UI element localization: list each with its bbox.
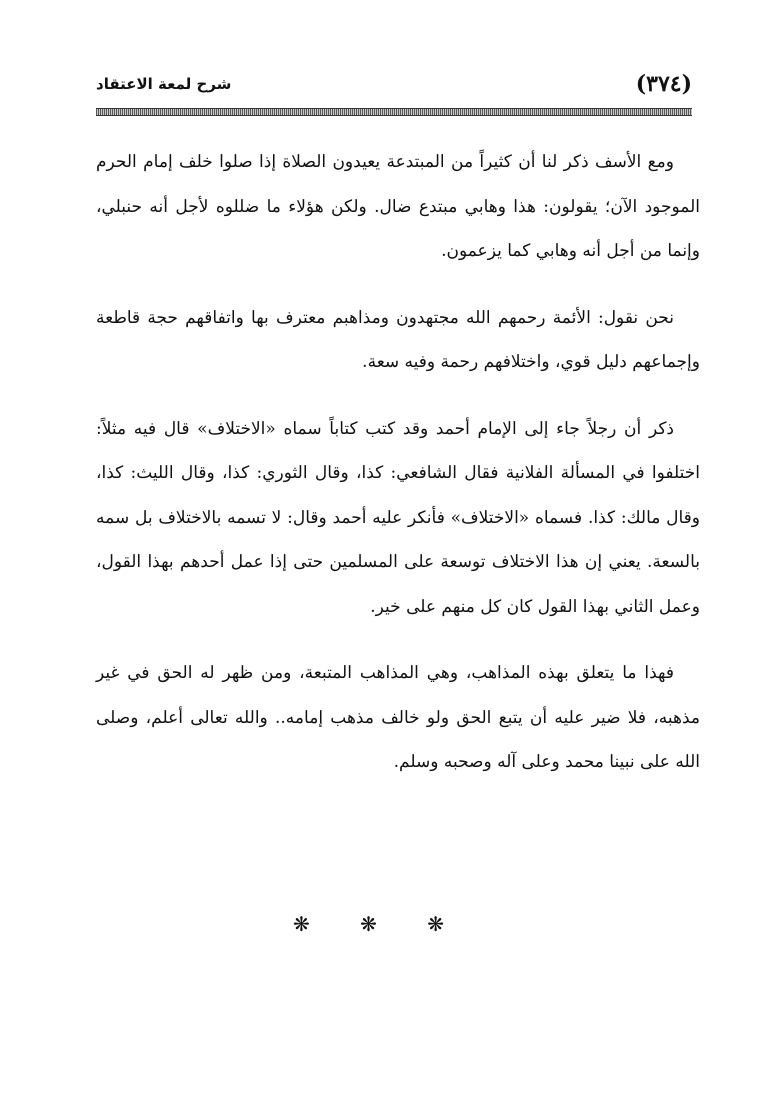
running-title: شرح لمعة الاعتقاد — [96, 75, 232, 93]
paragraph-2: نحن نقول: الأئمة رحمهم الله مجتهدون ومذاهبم معترف بها واتفاقهم حجة قاطعة وإجماعهم دليل قوي، واختلافهم رحمة وفيه سعة. — [96, 307, 700, 372]
paragraph-1: ومع الأسف ذكر لنا أن كثيراً من المبتدعة يعيدون الصلاة إذا صلوا خلف إمام الحرم الموجود الآن؛ يقولون: هذا وهابي مبتدع ضال. ولكن هؤلاء ما ضللوه لأجل أنه حنبلي، وإنما من أجل أنه وهابي كما يزعمون. — [96, 152, 700, 261]
page-number: (٣٧٤) — [635, 71, 692, 97]
body-text — [96, 140, 700, 807]
header-rule — [96, 108, 692, 116]
paragraph-3: ذكر أن رجلاً جاء إلى الإمام أحمد وقد كتب كتاباً سماه «الاختلاف» قال فيه مثلاً: اختلفوا في المسألة الفلانية فقال الشافعي: كذا، وقال الثوري: كذا، وقال الليث: كذا، وقال مالك: كذا. فسماه «الاختلاف» فأنكر عليه أحمد وقال: لا تسمه بالاختلاف بل سمه بالسعة. يعني إن هذا الاختلاف توسعة على المسلمين حتى إذا عمل أحدهم بهذا القول، وعمل الثاني بهذا القول كان كل منهم على خير. — [96, 418, 700, 617]
page-header — [96, 62, 692, 110]
section-end-ornament: ❋ ❋ ❋ — [293, 912, 466, 936]
paragraph-4: فهذا ما يتعلق بهذه المذاهب، وهي المذاهب المتبعة، ومن ظهر له الحق في غير مذهبه، فلا ضير عليه أن يتبع الحق ولو خالف مذهب إمامه.. والله تعالى أعلم، وصلى الله على نبينا محمد وعلى آله وصحبه وسلم. — [96, 663, 700, 772]
